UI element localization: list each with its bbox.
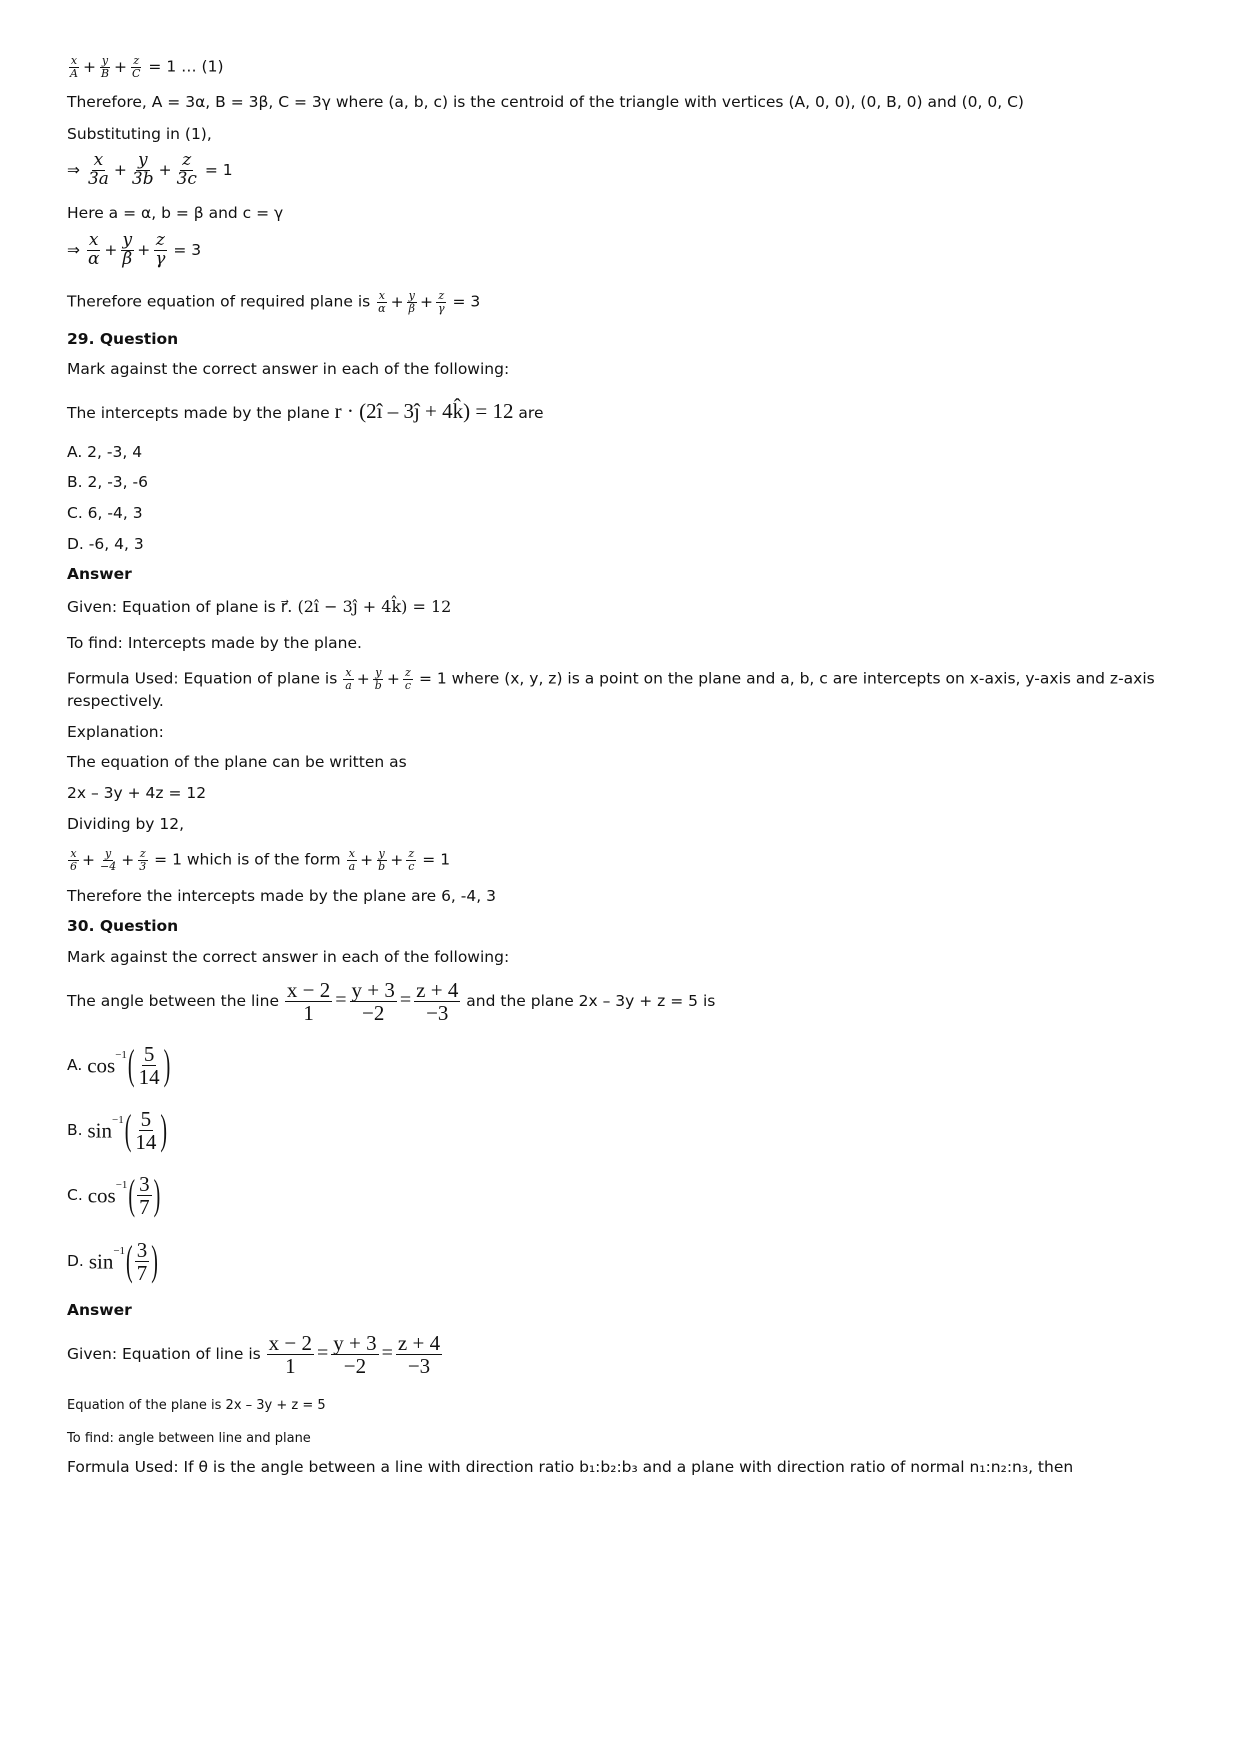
given-line: Given: Equation of line is $\frac{x - 2}{1}$ = $\frac{y + 3}{-2}$ = $\frac{z + 4}{-3}$ xyxy=(67,1330,441,1378)
frac-den: A xyxy=(70,66,78,80)
question-29-stem xyxy=(67,396,544,428)
frac-den: 7 xyxy=(139,1195,150,1219)
frac-den: −4 xyxy=(100,859,117,873)
option-a: A. $\cos^{-1}$( $\frac{5}{14}$ ) xyxy=(67,1041,171,1089)
option-c: C. 6, -4, 3 xyxy=(67,504,143,522)
answer-heading: Answer xyxy=(67,1301,132,1319)
implies-arrow: ⇒ xyxy=(67,241,80,259)
frac-den: 1 xyxy=(285,1354,296,1378)
frac-num: x − 2 xyxy=(286,977,331,1002)
option-a: A. 2, -3, 4 xyxy=(67,443,143,461)
question-30-stem: The angle between the line $\frac{x - 2}{1}$ = $\frac{y + 3}{-2}$ = $\frac{z + 4}{-3}$ and the plane 2x – 3y + z = 5 is xyxy=(67,977,716,1025)
frac-num: z xyxy=(182,150,192,171)
formula-continuation: respectively. xyxy=(67,692,164,710)
option-label: A. xyxy=(67,1056,83,1074)
equation-rhs: = 1 xyxy=(418,669,447,688)
frac-num: z + 4 xyxy=(397,1330,441,1355)
frac-den: 14 xyxy=(135,1130,157,1154)
frac-num: y + 3 xyxy=(333,1330,377,1355)
frac-den: 3a xyxy=(87,169,109,189)
frac-den: β xyxy=(408,301,415,315)
formula-text: Formula Used: Equation of plane is xyxy=(67,669,338,688)
frac-num: y xyxy=(105,847,112,860)
frac-num: y xyxy=(375,666,382,679)
frac-num: x xyxy=(70,54,78,67)
given-text: Given: Equation of line is xyxy=(67,1345,261,1363)
frac-num: 3 xyxy=(136,1237,148,1262)
exponent: −1 xyxy=(115,1049,127,1061)
frac-den: −3 xyxy=(426,1001,449,1025)
frac-num: x xyxy=(345,666,352,679)
frac-den: b xyxy=(378,859,386,873)
here-line: Here a = α, b = β and c = γ xyxy=(67,204,284,222)
frac-den: 6 xyxy=(70,859,77,873)
frac-num: z + 4 xyxy=(416,977,459,1002)
equation-2: ⇒ $\frac{x}{3a}$ + $\frac{y}{3b}$ + $\frac{z}{3c}$ = 1 xyxy=(67,150,233,189)
conclusion-line: Therefore equation of required plane is $\frac{x}{\alpha}$ + $\frac{y}{\beta}$ + $\frac{z}{\gamma}$ = 3 xyxy=(67,289,481,315)
trig-function: sin xyxy=(87,1118,113,1143)
frac-num: z xyxy=(408,847,415,860)
form-text: which is of the form xyxy=(186,850,341,869)
frac-num: x xyxy=(70,847,77,860)
stem-suffix: are xyxy=(518,404,544,422)
explanation-label: Explanation: xyxy=(67,723,164,741)
equation-rhs: = 3 xyxy=(173,241,202,259)
frac-den: a xyxy=(348,859,356,873)
frac-den: γ xyxy=(155,249,166,269)
equation-rhs: = 1 xyxy=(422,850,451,869)
substituting-line: Substituting in (1), xyxy=(67,125,212,143)
frac-den: 7 xyxy=(136,1261,148,1285)
frac-den: 3 xyxy=(139,859,147,873)
question-29-heading: 29. Question xyxy=(67,330,179,348)
written-as-line: The equation of the plane can be written as xyxy=(67,753,407,771)
frac-num: z xyxy=(139,847,146,860)
plane-equation: 2x – 3y + 4z = 12 xyxy=(67,784,207,802)
frac-num: x − 2 xyxy=(268,1330,313,1355)
frac-den: 3b xyxy=(131,169,154,189)
trig-function: sin xyxy=(88,1249,114,1274)
frac-num: x xyxy=(348,847,355,860)
frac-den: 1 xyxy=(303,1001,314,1025)
frac-num: y xyxy=(378,847,385,860)
stem-suffix: and the plane 2x – 3y + z = 5 is xyxy=(466,992,716,1010)
frac-den: 14 xyxy=(138,1065,160,1089)
frac-den: −2 xyxy=(362,1001,385,1025)
frac-den: γ xyxy=(437,301,445,315)
therefore-line: Therefore, A = 3α, B = 3β, C = 3γ where (a, b, c) is the centroid of the triangle with vertices (A, 0, 0), (0, B, 0) and (0, 0, C) xyxy=(67,93,1024,111)
option-label: B. xyxy=(67,1121,83,1139)
frac-den: α xyxy=(378,301,386,315)
frac-den: −2 xyxy=(343,1354,367,1378)
exponent: −1 xyxy=(115,1179,128,1191)
frac-num: x xyxy=(378,289,385,302)
dividing-line: Dividing by 12, xyxy=(67,815,185,833)
stem-text: The angle between the line xyxy=(67,992,279,1010)
option-d: D. -6, 4, 3 xyxy=(67,535,144,553)
given-text: Given: Equation of plane is xyxy=(67,598,276,616)
frac-den: 3c xyxy=(176,169,197,189)
equation-rhs: = 1 … (1) xyxy=(148,57,224,76)
frac-num: x xyxy=(93,150,104,171)
option-label: D. xyxy=(67,1252,84,1270)
equation-rhs: = 3 xyxy=(452,292,481,311)
option-b: B. 2, -3, -6 xyxy=(67,473,148,491)
question-30-heading: 30. Question xyxy=(67,917,179,935)
frac-num: z xyxy=(405,666,411,679)
equation-3: ⇒ $\frac{x}{\alpha}$ + $\frac{y}{\beta}$ + $\frac{z}{\gamma}$ = 3 xyxy=(67,230,202,269)
frac-den: β xyxy=(122,249,133,269)
frac-num: 3 xyxy=(139,1171,150,1196)
frac-num: y + 3 xyxy=(351,977,395,1002)
to-find-line: To find: angle between line and plane xyxy=(67,1431,311,1446)
formula-line: Formula Used: Equation of plane is $\frac{x}{a}$ + $\frac{y}{b}$ + $\frac{z}{c}$ = 1 where (x, y, z) is a point on the plane and a, b, c are intercepts on x-axis, y-axis and z-axis xyxy=(67,666,1155,692)
divided-equation: $\frac{x}{6}$ + $\frac{y}{-4}$ + $\frac{z}{3}$ = 1 which is of the form $\frac{x}{a}$ + $\frac{y}{b}$ + $\frac{z}{c}$ = 1 xyxy=(70,847,451,873)
frac-num: y xyxy=(101,54,109,67)
exponent: −1 xyxy=(113,1245,126,1257)
answer-heading: Answer xyxy=(67,565,132,583)
equation-rhs: = 1 xyxy=(204,161,233,179)
implies-arrow: ⇒ xyxy=(67,161,80,179)
stem-text: The intercepts made by the plane xyxy=(67,404,330,422)
conclusion-text: Therefore equation of required plane is xyxy=(67,292,371,311)
frac-num: z xyxy=(438,289,445,302)
equation-rhs: = 1 xyxy=(154,850,182,869)
trig-function: cos xyxy=(87,1053,116,1078)
stem-expression: r · (2î – 3ĵ + 4k̂) = 12 xyxy=(334,399,514,423)
frac-den: b xyxy=(374,678,382,692)
question-29-conclusion: Therefore the intercepts made by the plane are 6, -4, 3 xyxy=(67,887,496,905)
question-29-instruction: Mark against the correct answer in each of the following: xyxy=(67,360,510,378)
option-label: C. xyxy=(67,1186,83,1204)
frac-num: z xyxy=(133,54,140,67)
question-30-instruction: Mark against the correct answer in each of the following: xyxy=(67,948,510,966)
option-b: B. $\sin^{-1}$( $\frac{5}{14}$ ) xyxy=(67,1106,168,1154)
frac-num: y xyxy=(137,150,148,171)
formula-suffix: where (x, y, z) is a point on the plane and a, b, c are intercepts on x-axis, y-axis and z-axis xyxy=(451,669,1155,688)
frac-den: c xyxy=(408,859,415,873)
frac-num: 5 xyxy=(140,1106,152,1131)
frac-den: −3 xyxy=(407,1354,431,1378)
frac-num: z xyxy=(155,230,165,251)
frac-num: y xyxy=(408,289,415,302)
given-line xyxy=(67,597,451,617)
plane-equation-line: Equation of the plane is 2x – 3y + z = 5 xyxy=(67,1398,326,1413)
option-c: C. $\cos^{-1}$( $\frac{3}{7}$ ) xyxy=(67,1171,161,1219)
exponent: −1 xyxy=(112,1114,124,1126)
frac-den: α xyxy=(87,249,100,269)
frac-den: C xyxy=(132,66,141,80)
frac-den: B xyxy=(100,66,110,80)
frac-num: x xyxy=(88,230,99,251)
frac-num: y xyxy=(122,230,133,251)
formula-line: Formula Used: If θ is the angle between a line with direction ratio b₁:b₂:b₃ and a plane with direction ratio of normal n₁:n₂:n₃, then xyxy=(67,1458,1074,1476)
frac-den: a xyxy=(345,678,352,692)
frac-num: 5 xyxy=(143,1041,155,1066)
frac-den: c xyxy=(404,678,412,692)
to-find-line: To find: Intercepts made by the plane. xyxy=(67,634,362,652)
trig-function: cos xyxy=(87,1183,116,1208)
equation-1: $\frac{x}{A}$ + $\frac{y}{B}$ + $\frac{z}{C}$ = 1 … (1) xyxy=(70,54,224,80)
given-expression: r⃗. (2î − 3ĵ + 4k̂) = 12 xyxy=(280,597,452,616)
option-d: D. $\sin^{-1}$( $\frac{3}{7}$ ) xyxy=(67,1237,158,1285)
